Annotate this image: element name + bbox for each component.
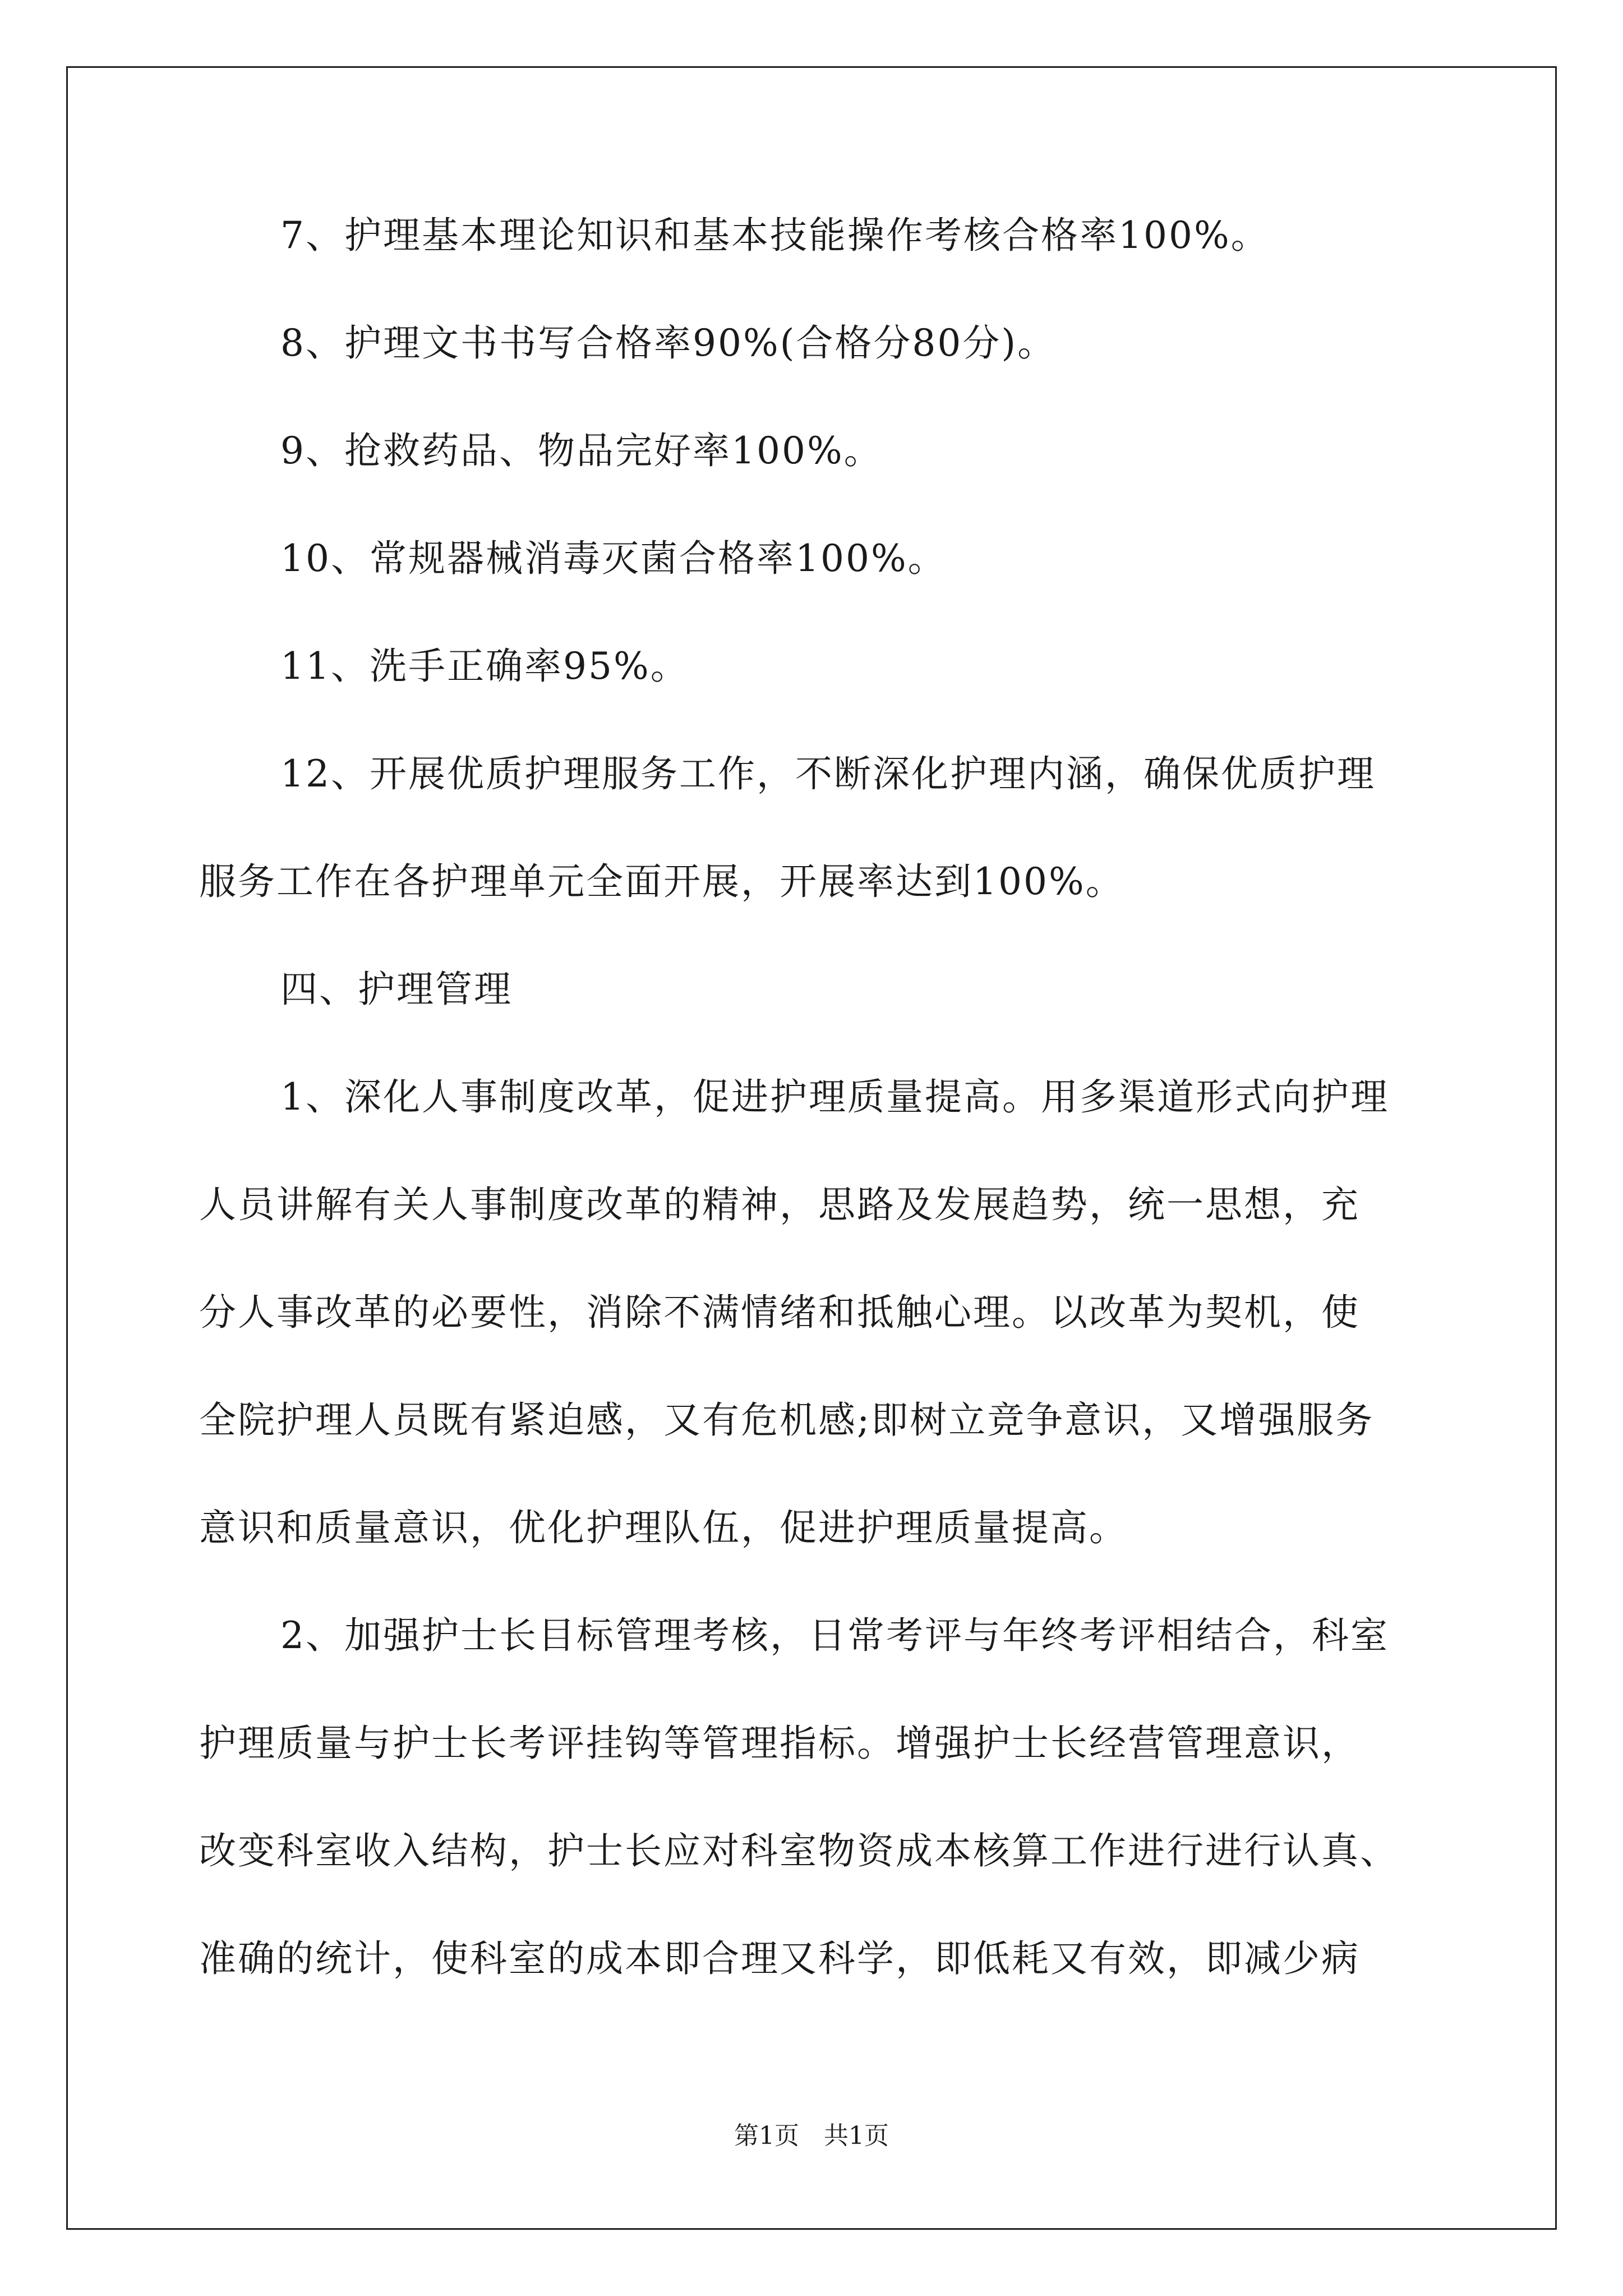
section-heading: 四、护理管理 — [280, 968, 513, 1011]
paragraph-line: 11、洗手正确率95%。 — [280, 645, 689, 688]
paragraph-line: 意识和质量意识，优化护理队伍，促进护理质量提高。 — [199, 1506, 1128, 1549]
paragraph-line: 全院护理人员既有紧迫感，又有危机感;即树立竞争意识，又增强服务 — [199, 1398, 1375, 1442]
paragraph-line: 8、护理文书书写合格率90%(合格分80分)。 — [280, 321, 1057, 365]
paragraph-line: 9、抢救药品、物品完好率100%。 — [280, 429, 883, 472]
paragraph-line: 2、加强护士长目标管理考核，日常考评与年终考评相结合，科室 — [280, 1614, 1389, 1657]
paragraph-line: 12、开展优质护理服务工作，不断深化护理内涵，确保优质护理 — [280, 752, 1376, 795]
paragraph-line: 分人事改革的必要性，消除不满情绪和抵触心理。以改革为契机，使 — [199, 1291, 1360, 1334]
paragraph-line: 人员讲解有关人事制度改革的精神，思路及发展趋势，统一思想，充 — [199, 1183, 1360, 1226]
paragraph-line: 准确的统计，使科室的成本即合理又科学，即低耗又有效，即减少病 — [199, 1937, 1360, 1980]
page-footer: 第1页 共1页 — [734, 2122, 889, 2150]
paragraph-line: 护理质量与护士长考评挂钩等管理指标。增强护士长经营管理意识， — [199, 1722, 1360, 1765]
paragraph-line: 1、深化人事制度改革，促进护理质量提高。用多渠道形式向护理 — [280, 1075, 1389, 1119]
paragraph-line: 7、护理基本理论知识和基本技能操作考核合格率100%。 — [280, 214, 1270, 257]
page-border — [66, 66, 1557, 2230]
paragraph-line: 10、常规器械消毒灭菌合格率100%。 — [280, 537, 947, 580]
paragraph-line: 改变科室收入结构，护士长应对科室物资成本核算工作进行进行认真、 — [199, 1829, 1399, 1872]
paragraph-line: 服务工作在各护理单元全面开展，开展率达到100%。 — [199, 860, 1124, 903]
